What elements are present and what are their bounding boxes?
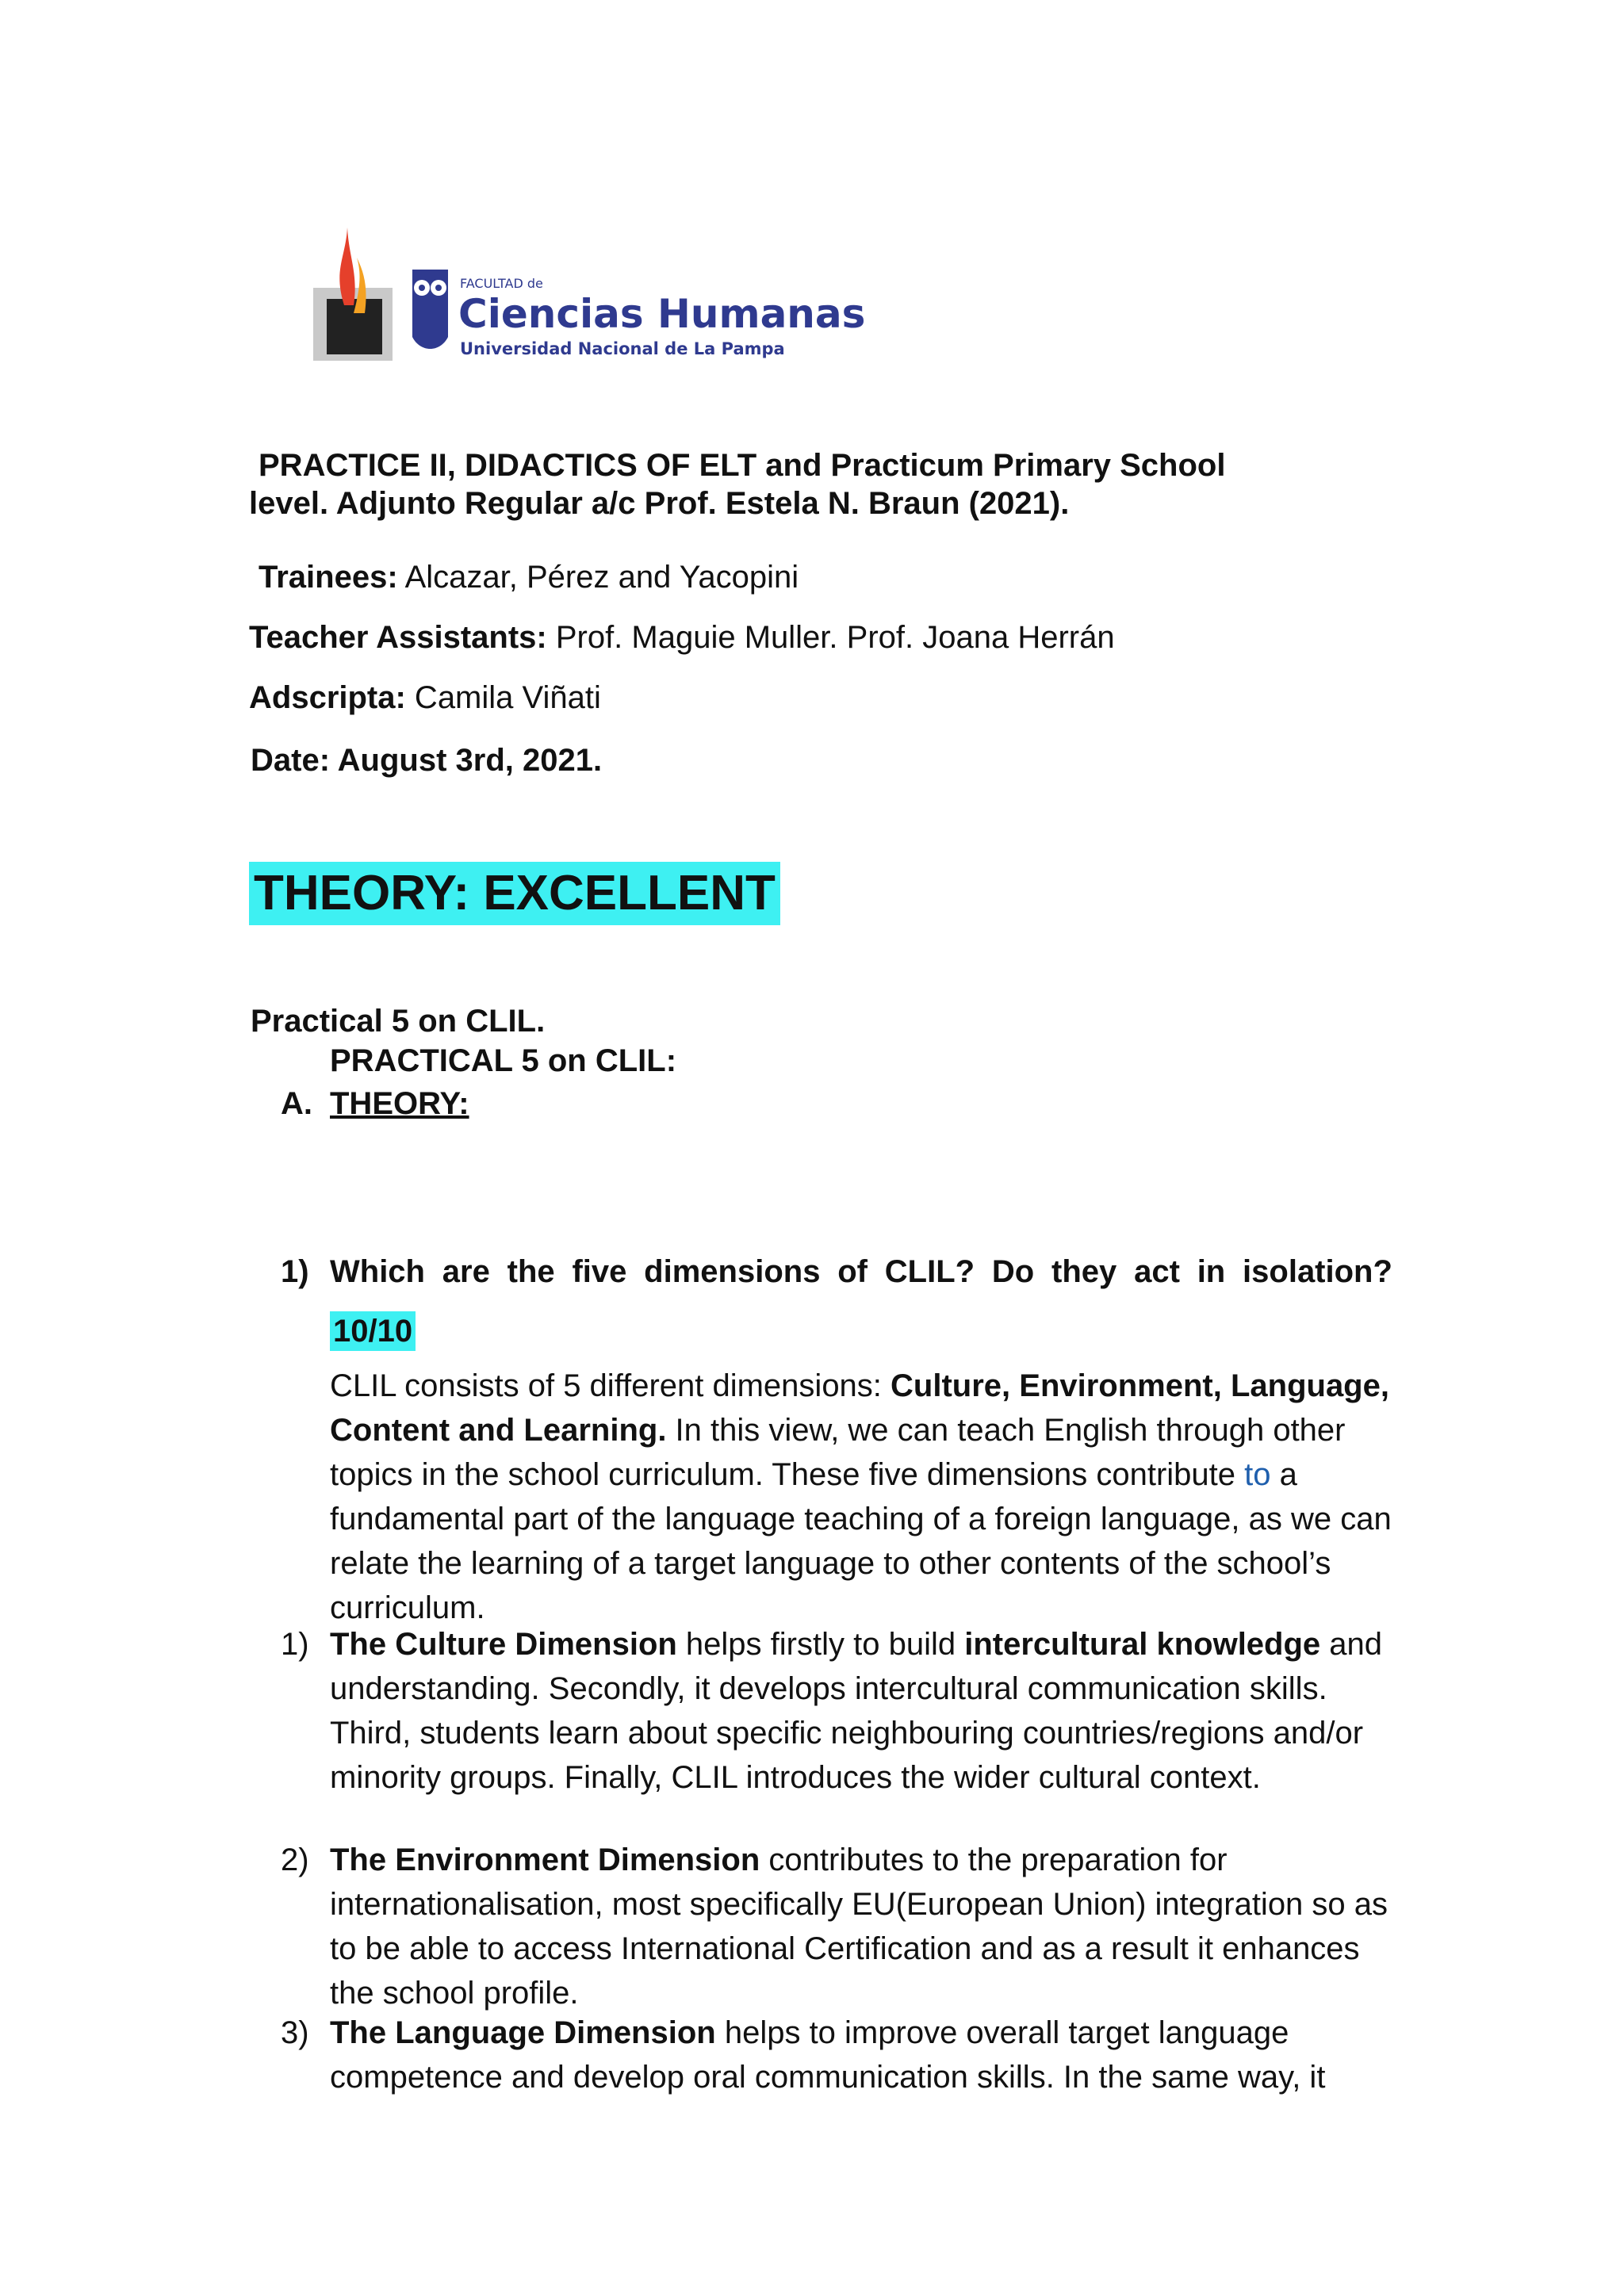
answer-correction: to: [1244, 1457, 1271, 1492]
item-number: 2): [281, 1843, 309, 1877]
adscripta-line: [249, 680, 601, 716]
item-text: contributes to the preparation for internationalisation, most specifically EU(European Union) integration so as to be able to access International Certification and as a result it enhances the school profile.: [330, 1843, 1388, 2011]
question-word: CLIL?: [884, 1254, 975, 1289]
question-number: 1): [281, 1254, 309, 1289]
item-number: 1): [281, 1627, 309, 1662]
item-number: 3): [281, 2015, 309, 2050]
question-word: are: [442, 1254, 490, 1289]
answer-text: In this view, we can teach English through other topics in the school curriculum. These five dimensions contribute: [330, 1413, 1346, 1492]
question-score: 10/10: [330, 1311, 416, 1351]
question-word: Do: [991, 1254, 1035, 1289]
logo-university: Universidad Nacional de La Pampa: [460, 339, 785, 358]
item-bold-term: intercultural knowledge: [964, 1627, 1321, 1662]
logo-faculty-small: FACULTAD de: [460, 276, 543, 291]
question-word: dimensions: [644, 1254, 821, 1289]
item-heading: The Culture Dimension: [330, 1627, 677, 1662]
answer-text: a fundamental part of the language teaching of a foreign language, as we can relate the learning of a target language to other contents of the school’s curriculum.: [330, 1457, 1392, 1625]
item-text: and understanding. Secondly, it develops intercultural communication skills. Third, students learn about specific neighbouring countries/regions and/or minority groups. Finally, CLIL introduces the wider cultural context.: [330, 1627, 1383, 1795]
item-heading: The Environment Dimension: [330, 1843, 760, 1877]
practical-title: Practical 5 on CLIL.: [251, 1004, 546, 1039]
question-word: in: [1197, 1254, 1226, 1289]
university-logo: [309, 226, 866, 369]
owl-icon: [412, 270, 448, 349]
item-text: helps firstly to build: [676, 1627, 965, 1662]
question-word: Which: [330, 1254, 425, 1289]
answer-paragraph: [330, 1364, 1392, 1630]
answer-text: CLIL consists of 5 different dimensions:: [330, 1368, 891, 1403]
adscripta-label: Adscripta:: [249, 680, 406, 715]
theory-grade-banner: THEORY: EXCELLENT: [249, 862, 780, 925]
flame-emblem-icon: [313, 228, 393, 361]
teacher-assistants-line: [249, 620, 1115, 656]
question-word: act: [1134, 1254, 1180, 1289]
question-text: [330, 1254, 1392, 1290]
answer-bold-dimensions: Culture, Environment, Language, Content and Learning.: [330, 1368, 1389, 1448]
logo-graphic: [309, 226, 866, 369]
logo-faculty-name: Ciencias Humanas: [458, 291, 866, 337]
item-heading: The Language Dimension: [330, 2015, 716, 2050]
environment-dimension-item: [330, 1838, 1392, 2015]
language-dimension-item: [330, 2011, 1392, 2099]
question-word: the: [507, 1254, 555, 1289]
trainees-label: Trainees:: [259, 560, 398, 595]
date-line: Date: August 3rd, 2021.: [251, 743, 603, 778]
culture-dimension-item: [330, 1622, 1392, 1800]
assistants-label: Teacher Assistants:: [249, 620, 547, 655]
question-word: isolation?: [1243, 1254, 1392, 1289]
assistants-value: Prof. Maguie Muller. Prof. Joana Herrán: [546, 620, 1115, 655]
section-title: THEORY:: [330, 1086, 469, 1121]
course-title-line1: PRACTICE II, DIDACTICS OF ELT and Practicum Primary School: [259, 448, 1226, 483]
question-word: five: [572, 1254, 627, 1289]
item-text: helps to improve overall target language competence and develop oral communication skills. In the same way, it: [330, 2015, 1326, 2095]
practical-subtitle: PRACTICAL 5 on CLIL:: [330, 1043, 677, 1078]
question-word: they: [1051, 1254, 1117, 1289]
question-word: of: [837, 1254, 868, 1289]
adscripta-value: Camila Viñati: [405, 680, 601, 715]
section-letter: A.: [281, 1086, 312, 1121]
trainees-line: [259, 560, 799, 595]
course-title-line2: level. Adjunto Regular a/c Prof. Estela N. Braun (2021).: [249, 486, 1070, 521]
trainees-value: Alcazar, Pérez and Yacopini: [397, 560, 799, 595]
